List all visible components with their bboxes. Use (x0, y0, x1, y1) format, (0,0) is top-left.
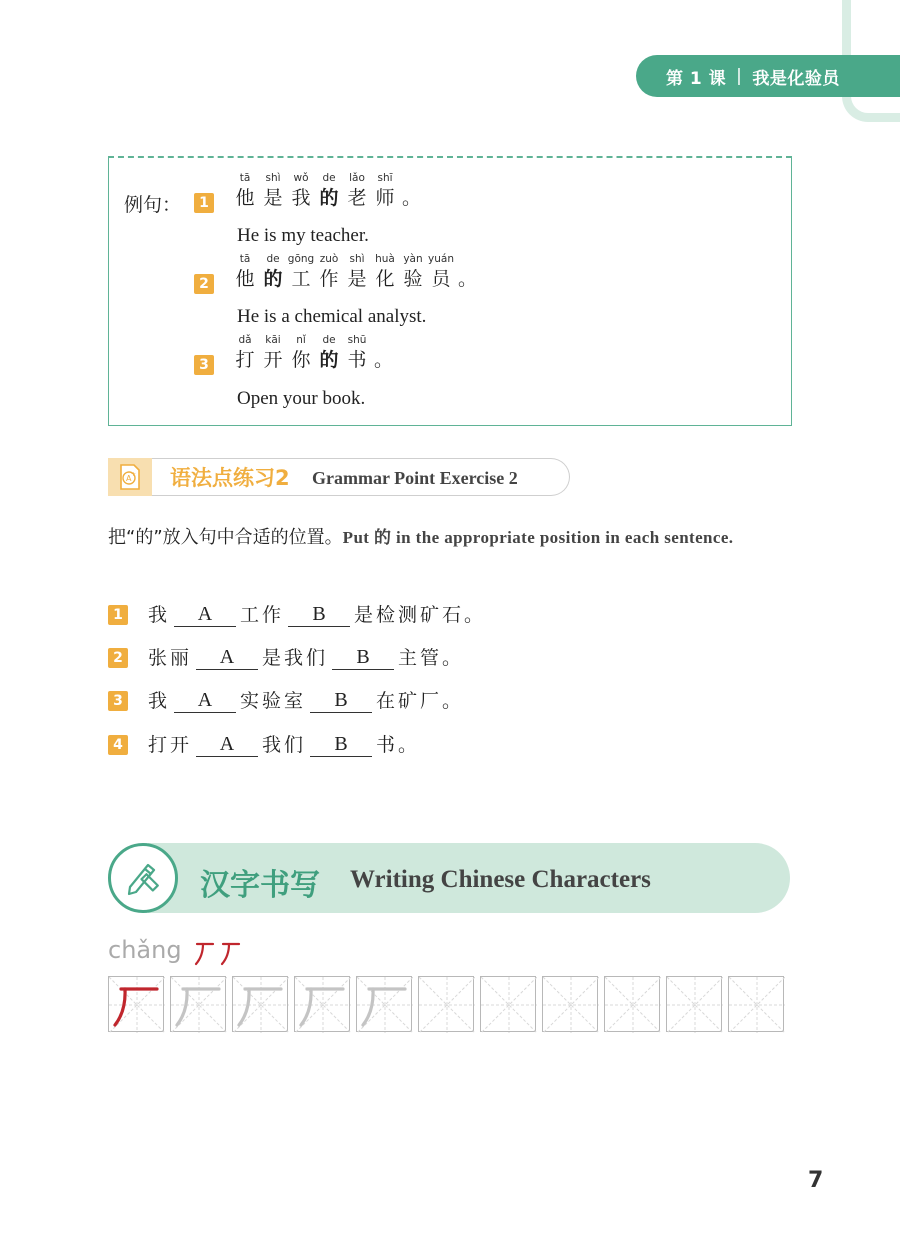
lesson-header-tab (636, 55, 900, 97)
practice-cell-empty[interactable] (542, 976, 598, 1032)
practice-cell-trace[interactable] (356, 976, 412, 1032)
blank-a[interactable]: A (174, 602, 236, 627)
example-translation-1: He is my teacher. (237, 225, 369, 246)
practice-cell-empty[interactable] (666, 976, 722, 1032)
hanzi: 他 (235, 187, 255, 209)
pinyin: shì (349, 253, 365, 265)
pinyin: gōng (287, 253, 315, 265)
pinyin: de (322, 172, 336, 184)
pinyin: yàn (403, 253, 423, 265)
example-translation-3: Open your book. (237, 388, 366, 409)
question-text: 在矿厂。 (376, 690, 465, 712)
practice-cell-trace[interactable] (294, 976, 350, 1032)
pinyin: nǐ (296, 334, 306, 346)
example-translation-2: He is a chemical analyst. (237, 306, 427, 327)
pinyin: shū (347, 334, 367, 346)
hanzi: 书 (347, 349, 367, 371)
punctuation: 。 (458, 268, 478, 290)
example-sentence-1 (232, 172, 421, 210)
blank-b[interactable]: B (332, 645, 394, 670)
blank-b[interactable]: B (310, 688, 372, 713)
question-number: 4 (108, 735, 128, 755)
question-number: 1 (108, 605, 128, 625)
hanzi: 员 (431, 268, 451, 290)
practice-cell-empty[interactable] (604, 976, 660, 1032)
blank-a[interactable]: A (174, 688, 236, 713)
example-number-1: 1 (194, 193, 214, 213)
hanzi: 是 (347, 268, 367, 290)
hanzi: 师 (375, 187, 395, 209)
question-number: 2 (108, 648, 128, 668)
hanzi-de: 的 (263, 268, 283, 290)
exercise-question-3 (108, 686, 464, 713)
example-label: 例句： (124, 194, 182, 216)
question-text: 是检测矿石。 (354, 604, 487, 626)
page-number: 7 (808, 1168, 824, 1193)
exercise-instruction (108, 520, 792, 556)
pinyin: dǎ (238, 334, 252, 346)
practice-cell-model (108, 976, 164, 1032)
hanzi-de: 的 (319, 187, 339, 209)
pinyin: zuò (319, 253, 339, 265)
blank-a[interactable]: A (196, 732, 258, 757)
pinyin: shì (265, 172, 281, 184)
header-separator: | (736, 66, 743, 86)
instruction-cn: 把“的”放入句中合适的位置。 (108, 527, 343, 548)
hanzi: 你 (291, 349, 311, 371)
question-text: 我 (148, 604, 171, 626)
blank-a[interactable]: A (196, 645, 258, 670)
hanzi: 验 (403, 268, 423, 290)
writing-title-cn: 汉字书写 (200, 868, 320, 903)
grammar-exercise-title-en: Grammar Point Exercise 2 (312, 468, 518, 488)
example-sentence-3 (232, 334, 393, 372)
blank-b[interactable]: B (288, 602, 350, 627)
svg-text:+: + (131, 471, 137, 478)
hanzi: 是 (263, 187, 283, 209)
question-text: 我 (148, 690, 171, 712)
pinyin: de (266, 253, 280, 265)
character-pinyin: chǎng (108, 936, 182, 964)
practice-cell-trace[interactable] (170, 976, 226, 1032)
hanzi: 打 (235, 349, 255, 371)
writing-title-en: Writing Chinese Characters (350, 866, 651, 893)
pinyin: tā (239, 253, 251, 265)
question-text: 实验室 (240, 690, 307, 712)
grammar-exercise-title-cn: 语法点练习2 (170, 466, 290, 490)
question-text: 张丽 (148, 647, 193, 669)
pinyin: lǎo (349, 172, 365, 184)
pinyin: kāi (265, 334, 281, 346)
practice-grid (108, 976, 784, 1032)
hanzi: 作 (319, 268, 339, 290)
practice-cell-empty[interactable] (418, 976, 474, 1032)
exercise-question-4 (108, 730, 420, 757)
hanzi: 化 (375, 268, 395, 290)
punctuation: 。 (402, 187, 422, 209)
lesson-title: 我是化验员 (752, 68, 840, 89)
pinyin: shī (377, 172, 393, 184)
question-text: 主管。 (398, 647, 465, 669)
example-number-3: 3 (194, 355, 214, 375)
hanzi: 工 (291, 268, 311, 290)
hanzi-de: 的 (319, 349, 339, 371)
hanzi: 开 (263, 349, 283, 371)
hanzi: 我 (291, 187, 311, 209)
question-number: 3 (108, 691, 128, 711)
practice-cell-empty[interactable] (728, 976, 784, 1032)
question-text: 书。 (376, 734, 421, 756)
pinyin: tā (239, 172, 251, 184)
pencil-ruler-icon (108, 843, 178, 913)
practice-cell-empty[interactable] (480, 976, 536, 1032)
question-text: 我们 (262, 734, 307, 756)
svg-text:A: A (126, 474, 132, 483)
practice-cell-trace[interactable] (232, 976, 288, 1032)
exercise-question-1 (108, 600, 486, 627)
question-text: 打开 (148, 734, 193, 756)
exercise-question-2 (108, 643, 464, 670)
stroke-order-icon (193, 934, 249, 970)
instruction-en: Put 的 in the appropriate position in each sentence. (342, 528, 734, 547)
lesson-number: 第 1 课 (666, 68, 727, 89)
punctuation: 。 (374, 349, 394, 371)
hanzi: 老 (347, 187, 367, 209)
pinyin: yuán (428, 253, 454, 265)
blank-b[interactable]: B (310, 732, 372, 757)
pinyin: huà (375, 253, 395, 265)
question-text: 是我们 (262, 647, 329, 669)
question-text: 工作 (240, 604, 285, 626)
hanzi: 他 (235, 268, 255, 290)
pinyin: wǒ (293, 172, 309, 184)
example-sentence-2 (232, 253, 477, 291)
pinyin: de (322, 334, 336, 346)
example-number-2: 2 (194, 274, 214, 294)
exercise-icon (108, 458, 152, 496)
